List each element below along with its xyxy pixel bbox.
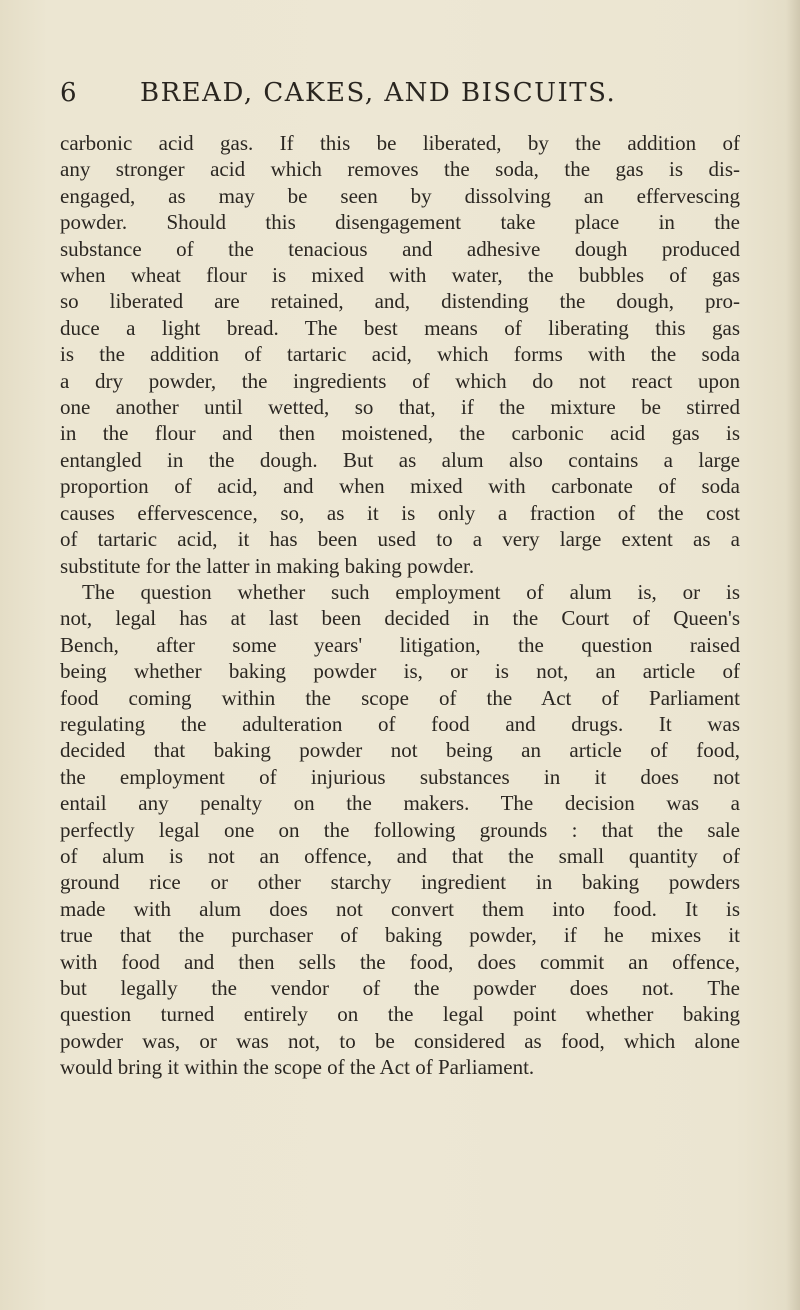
paragraph-2: [60, 579, 740, 1081]
text-line: proportion of acid, and when mixed with carbonate of soda: [60, 474, 740, 499]
text-line: powder. Should this disengagement take place in the: [60, 210, 740, 235]
text-line: causes effervescence, so, as it is only a fraction of the cost: [60, 500, 740, 525]
page-edge-shadow: [786, 0, 800, 1310]
text-line: but legally the vendor of the powder does not. The: [60, 976, 740, 1000]
text-line: The question whether such employment of alum is, or is: [82, 579, 740, 604]
text-line: substance of the tenacious and adhesive dough produced: [60, 236, 740, 261]
text-line: one another until wetted, so that, if the mixture be stirred: [60, 395, 740, 420]
text-line: true that the purchaser of baking powder, if he mixes it: [60, 923, 740, 948]
text-line: not, legal has at last been decided in the Court of Queen's: [60, 606, 740, 631]
text-line: powder was, or was not, to be considered as food, which alone: [60, 1028, 740, 1053]
text-line: food coming within the scope of the Act of Parliament: [60, 685, 740, 710]
text-line: of alum is not an offence, and that the small quantity of: [60, 843, 740, 868]
text-line: of tartaric acid, it has been used to a very large extent as a: [60, 527, 740, 552]
text-line: would bring it within the scope of the Act of Parliament.: [60, 1055, 535, 1080]
text-line: engaged, as may be seen by dissolving an effervescing: [60, 183, 740, 208]
text-line: in the flour and then moistened, the carbonic acid gas is: [60, 421, 740, 446]
text-line: perfectly legal one on the following grounds : that the sale: [60, 817, 740, 842]
page-header: [60, 76, 640, 116]
text-line: decided that baking powder not being an article of food,: [60, 738, 740, 763]
text-line: the employment of injurious substances in it does not: [60, 764, 740, 789]
text-line: any stronger acid which removes the soda, the gas is dis-: [60, 157, 740, 182]
text-line: entangled in the dough. But as alum also contains a large: [60, 447, 740, 472]
text-line: question turned entirely on the legal point whether baking: [60, 1002, 740, 1027]
running-title: BREAD, CAKES, AND BISCUITS.: [140, 78, 617, 108]
text-line: carbonic acid gas. If this be liberated, by the addition of: [60, 131, 740, 155]
text-line: so liberated are retained, and, distending the dough, pro-: [60, 289, 740, 314]
body-text: [60, 130, 740, 1081]
text-line: regulating the adulteration of food and drugs. It was: [60, 711, 740, 736]
text-line: duce a light bread. The best means of liberating this gas: [60, 315, 740, 340]
text-line: being whether baking powder is, or is not, an article of: [60, 659, 740, 684]
text-line: with food and then sells the food, does commit an offence,: [60, 949, 740, 974]
text-line: when wheat flour is mixed with water, the bubbles of gas: [60, 263, 740, 288]
page-number: 6: [60, 78, 77, 108]
text-line: ground rice or other starchy ingredient in baking powders: [60, 870, 740, 895]
text-line: is the addition of tartaric acid, which forms with the soda: [60, 342, 740, 367]
text-line: made with alum does not convert them into food. It is: [60, 896, 740, 921]
text-line: a dry powder, the ingredients of which do not react upon: [60, 368, 740, 393]
text-line: substitute for the latter in making baking powder.: [60, 553, 475, 578]
text-line: entail any penalty on the makers. The decision was a: [60, 791, 740, 816]
paragraph-1: [60, 130, 740, 579]
text-line: Bench, after some years' litigation, the question raised: [60, 632, 740, 657]
